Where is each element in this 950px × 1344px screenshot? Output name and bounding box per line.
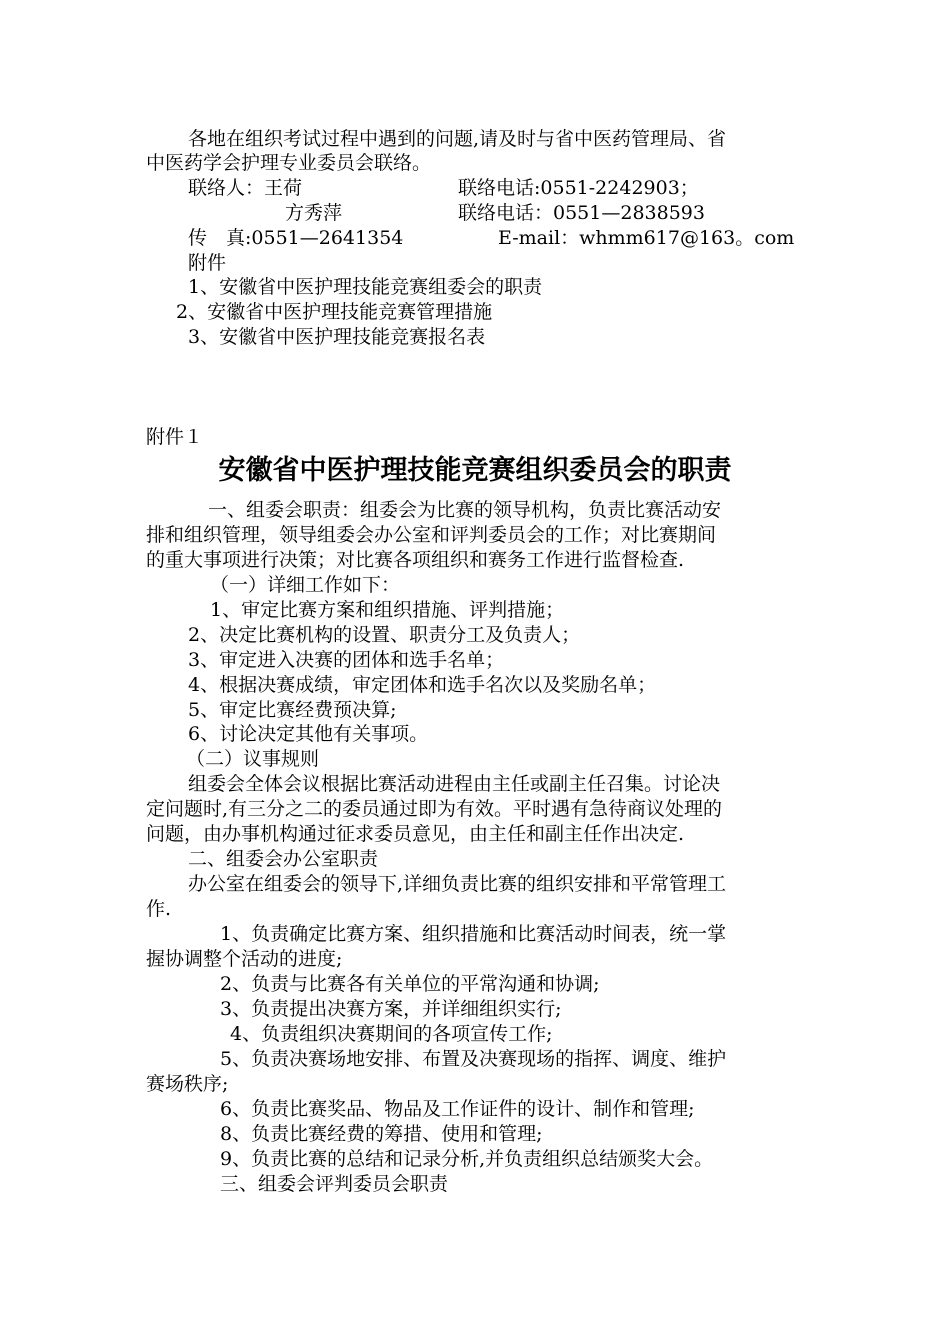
office-duty-2: 2、负责与比赛各有关单位的平常沟通和协调; xyxy=(220,973,600,995)
attachments-heading: 附件 xyxy=(188,252,227,274)
contact-phone-1: 联络电话:0551-2242903； xyxy=(458,177,699,199)
office-duty-5: 5、负责决赛场地安排、布置及决赛现场的指挥、调度、维护 xyxy=(220,1048,727,1070)
p1-line-1: 一、组委会职责：组委会为比赛的领导机构，负责比赛活动安 xyxy=(208,499,722,521)
sub-heading-1: （一）详细工作如下： xyxy=(210,574,401,596)
intro-line-1: 各地在组织考试过程中遇到的问题,请及时与省中医药管理局、省 xyxy=(188,128,727,150)
section-3-heading: 三、组委会评判委员会职责 xyxy=(220,1173,449,1195)
office-line-1: 办公室在组委会的领导下,详细负责比赛的组织安排和平常管理工 xyxy=(188,873,727,895)
office-duty-4: 4、负责组织决赛期间的各项宣传工作; xyxy=(230,1023,553,1045)
attachment1-title: 安徽省中医护理技能竞赛组织委员会的职责 xyxy=(218,455,732,486)
sub-heading-2: （二）议事规则 xyxy=(186,748,320,770)
rules-line-2: 定问题时,有三分之二的委员通过即为有效。平时遇有急待商议处理的 xyxy=(146,798,723,820)
attachment-item-3: 3、安徽省中医护理技能竞赛报名表 xyxy=(188,326,486,348)
rules-line-3: 问题，由办事机构通过征求委员意见，由主任和副主任作出决定. xyxy=(146,823,685,845)
office-duty-9: 9、负责比赛的总结和记录分析,并负责组织总结颁奖大会。 xyxy=(220,1148,714,1170)
office-line-2: 作. xyxy=(146,898,172,920)
duty-4: 4、根据决赛成绩，审定团体和选手名次以及奖励名单； xyxy=(188,674,657,696)
office-duty-3: 3、负责提出决赛方案，并详细组织实行; xyxy=(220,998,562,1020)
office-duty-1-cont: 握协调整个活动的进度; xyxy=(146,948,343,970)
section-2-heading: 二、组委会办公室职责 xyxy=(188,848,379,870)
duty-2: 2、决定比赛机构的设置、职责分工及负责人； xyxy=(188,624,581,646)
attachment-item-2: 2、安徽省中医护理技能竞赛管理措施 xyxy=(176,301,493,323)
p1-line-2: 排和组织管理，领导组委会办公室和评判委员会的工作；对比赛期间 xyxy=(146,524,717,546)
office-duty-6: 6、负责比赛奖品、物品及工作证件的设计、制作和管理; xyxy=(220,1098,695,1120)
duty-3: 3、审定进入决赛的团体和选手名单； xyxy=(188,649,505,671)
duty-6: 6、讨论决定其他有关事项。 xyxy=(188,723,429,745)
contact-person-2: 方秀萍 xyxy=(285,202,343,224)
duty-5: 5、审定比赛经费预决算; xyxy=(188,699,397,721)
rules-line-1: 组委会全体会议根据比赛活动进程由主任或副主任召集。讨论决 xyxy=(188,773,721,795)
office-duty-5-cont: 赛场秩序; xyxy=(146,1073,229,1095)
contact-person-1: 联络人：王荷 xyxy=(188,177,303,199)
office-duty-1: 1、负责确定比赛方案、组织措施和比赛活动时间表，统一掌 xyxy=(220,923,727,945)
contact-phone-2: 联络电话：0551—2838593 xyxy=(458,202,705,224)
attachment1-label: 附件１ xyxy=(146,426,204,448)
p1-line-3: 的重大事项进行决策；对比赛各项组织和赛务工作进行监督检查. xyxy=(146,549,685,571)
contact-email: E-mail：whmm617@163。com xyxy=(498,227,795,249)
intro-line-2: 中医药学会护理专业委员会联络。 xyxy=(146,152,432,174)
attachment-item-1: 1、安徽省中医护理技能竞赛组委会的职责 xyxy=(188,276,543,298)
duty-1: 1、审定比赛方案和组织措施、评判措施； xyxy=(210,599,565,621)
contact-fax: 传 真:0551—2641354 xyxy=(188,227,404,249)
office-duty-8: 8、负责比赛经费的筹措、使用和管理; xyxy=(220,1123,543,1145)
